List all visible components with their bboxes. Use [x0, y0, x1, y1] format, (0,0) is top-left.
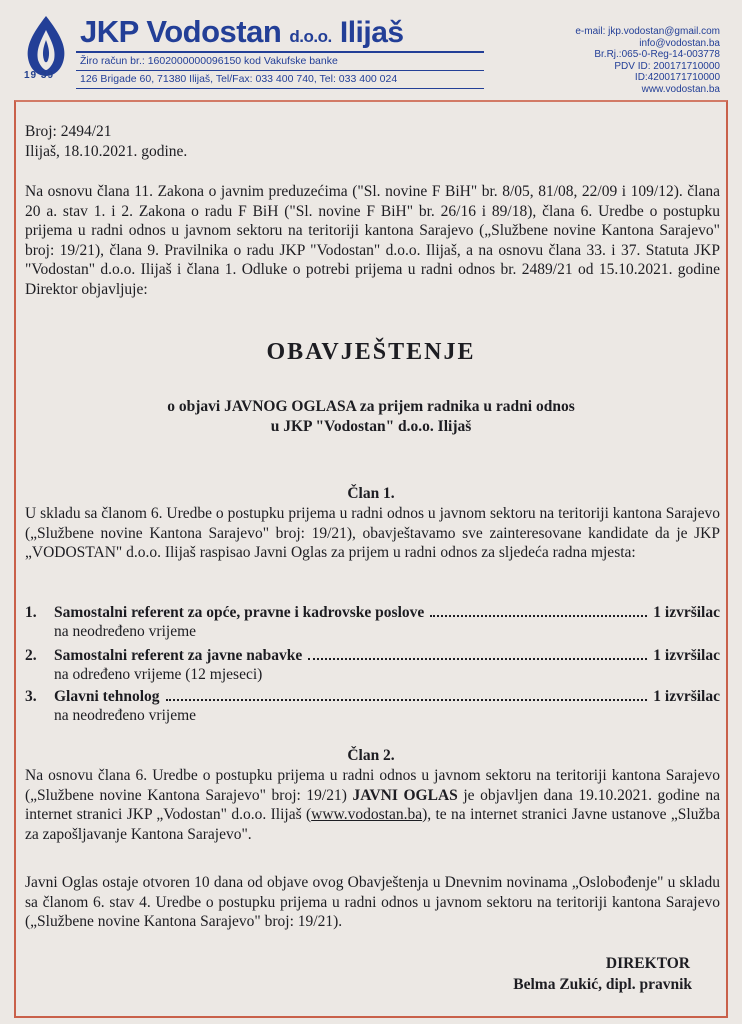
- logo-year: 19 39: [24, 70, 55, 81]
- contact-email: e-mail: jkp.vodostan@gmail.com: [575, 26, 720, 37]
- header-rule-bottom: [76, 88, 484, 89]
- signature-role: DIREKTOR: [605, 955, 690, 972]
- notice-subtitle-1: o objavi JAVNOG OGLASA za prijem radnika u radni odnos: [167, 398, 575, 415]
- position-title: Glavni tehnolog: [54, 688, 160, 705]
- leader-dots: [166, 687, 648, 701]
- closing-paragraph: Javni Oglas ostaje otvoren 10 dana od objave ovog Obavještenja u Dnevnim novinama „Oslobođenje" u skladu sa članom 6. stav 4. Uredbe o postupku prijema u radni odnos u javnom sektoru na teritoriji kantona Sarajevo („Službene novine Kantona Sarajevo" broj: 19/21).: [25, 874, 720, 930]
- signature-name: Belma Zukić, dipl. pravnik: [513, 976, 692, 993]
- notice-subtitle-2: u JKP "Vodostan" d.o.o. Ilijaš: [270, 418, 472, 435]
- position-title: Samostalni referent za opće, pravne i kadrovske poslove: [54, 604, 425, 621]
- contact-info-email: info@vodostan.ba: [639, 37, 720, 49]
- header-rule-mid: [76, 70, 484, 71]
- bank-account-line: Žiro račun br.: 1602000000096150 kod Vakufske banke: [80, 55, 338, 67]
- position-count: 1 izvršilac: [653, 647, 720, 664]
- article-2-text: Na osnovu člana 6. Uredbe o postupku prijema u radni odnos u javnom sektoru na teritoriji kantona Sarajevo („Službene novine Kantona Sarajevo" broj: 19/21) JAVNI OGLAS je objavljen dana 19.10.2021. godine na internet stranici JKP „Vodostan" d.o.o. Ilijaš (www.vodostan.ba), te na internet stranici Javne ustanove „Služba za zapošljavanje Kantona Sarajevo".: [25, 767, 720, 843]
- newspaper-notice: 19 39 JKP Vodostan d.o.o. Ilijaš Žiro račun br.: 1602000000096150 kod Vakufske banke 126 Brigade 60, 71380 Ilijaš, Tel/Fax: 033 400 740, Tel: 033 400 024 e-mail: jkp.vodostan@gmail.com info@vodostan.ba Br.Rj.:065-0-Reg-14-003778 PDV ID: 200171710000 ID:4200171710000 www.vodostan.ba Broj: 2494/21 Ilijaš, 18.10.2021. godine. Na osnovu člana 11. Zakona o javnim preduzećima ("Sl. novine F BiH" br. 8/05, 81/08, 22/09 i 109/12). člana 20 a. stav 1. i 2. Zakona o radu F BiH ("Sl. novine F BiH" br. 26/16 i 89/18), člana 6. Uredbe o postupku prijema u radni odnos u javnom sektoru na teritoriji kantona Sarajevo („Službene novine Kantona Sarajevo" broj: 19/21), člana 9. Pravilnika o radu JKP "Vodostan" d.o.o. Ilijaš, a na osnovu člana 33. i 37. Statuta JKP "Vodostan" d.o.o. Ilijaš i člana 1. Odluke o potrebi prijema u radni odnos br. 2489/21 od 15.10.2021. godine Direktor objavljuje: OBAVJEŠTENJE o objavi JAVNOG OGLASA za prijem radnika u radni odnos u JKP "Vodostan" d.o.o. Ilijaš Član 1. U skladu sa članom 6. Uredbe o postupku prijema u radni odnos u javnom sektoru na teritoriji kantona Sarajevo („Službene novine Kantona Sarajevo" broj: 19/21), obavještavamo sve zainteresovane kandidate da je JKP „VODOSTAN" d.o.o. Ilijaš raspisao Javni Oglas za prijem u radni odnos za sljedeća radna mjesta: 1. Samostalni referent za opće, pravne i kadrovske poslove 1 izvršilac na neodređeno vrijeme 2. Samostalni referent za javne nabavke 1 izvršilac na određeno vrijeme (12 mjeseci) 3. Glavni tehnolog 1 izvršilac na neodređeno vrijeme Član 2. Na osnovu člana 6. Uredbe o postupku prijema u radni odnos u javnom sektoru na teritoriji kantona Sarajevo („Službene novine Kantona Sarajevo" broj: 19/21) JAVNI OGLAS je objavljen dana 19.10.2021. godine na internet stranici JKP „Vodostan" d.o.o. Ilijaš (www.vodostan.ba), te na internet stranici Javne ustanove „Služba za zapošljavanje Kantona Sarajevo". Javni Oglas ostaje otvoren 10 dana od objave ovog Obavještenja u Dnevnim novinama „Oslobođenje" u skladu sa članom 6. stav 4. Uredbe o postupku prijema u radni odnos u javnom sektoru na teritoriji kantona Sarajevo („Službene novine Kantona Sarajevo" broj: 19/21). DIREKTOR Belma Zukić, dipl. pravnik: [0, 0, 742, 1024]
- leader-dots: [430, 603, 647, 617]
- notice-title: OBAVJEŠTENJE: [266, 339, 476, 365]
- article-1-heading: Član 1.: [347, 485, 395, 502]
- position-term: na neodređeno vrijeme: [54, 707, 197, 724]
- place-date: Ilijaš, 18.10.2021. godine.: [25, 143, 188, 160]
- letterhead: [0, 0, 742, 100]
- intro-paragraph: Na osnovu člana 11. Zakona o javnim preduzećima ("Sl. novine F BiH" br. 8/05, 81/08, 22/09 i 109/12). člana 20 a. stav 1. i 2. Zakona o radu F BiH ("Sl. novine F BiH" br. 26/16 i 89/18), člana 6. Uredbe o postupku prijema u radni odnos u javnom sektoru na teritoriji kantona Sarajevo („Službene novine Kantona Sarajevo" broj: 19/21), člana 9. Pravilnika o radu JKP "Vodostan" d.o.o. Ilijaš, a na osnovu člana 33. i 37. Statuta JKP "Vodostan" d.o.o. Ilijaš i člana 1. Odluke o potrebi prijema u radni odnos br. 2489/21 od 15.10.2021. godine Direktor objavljuje:: [25, 183, 720, 298]
- contact-id: ID:4200171710000: [634, 72, 720, 83]
- article-2-heading: Član 2.: [347, 747, 395, 764]
- website-link[interactable]: www.vodostan.ba: [311, 806, 423, 823]
- position-term: na određeno vrijeme (12 mjeseci): [54, 666, 263, 683]
- contact-block: [575, 26, 720, 95]
- article-1-text: U skladu sa članom 6. Uredbe o postupku prijema u radni odnos u javnom sektoru na teritoriji kantona Sarajevo („Službene novine Kantona Sarajevo" broj: 19/21), obavještavamo sve zainteresovane kandidate da je JKP „VODOSTAN" d.o.o. Ilijaš raspisao Javni Oglas za prijem u radni odnos za sljedeća radna mjesta:: [25, 505, 720, 561]
- position-title: Samostalni referent za javne nabavke: [54, 647, 303, 664]
- company-name: JKP Vodostan d.o.o. Ilijaš: [80, 14, 404, 49]
- position-count: 1 izvršilac: [653, 688, 720, 705]
- address-line: 126 Brigade 60, 71380 Ilijaš, Tel/Fax: 033 400 740, Tel: 033 400 024: [80, 73, 398, 85]
- contact-vat-id: PDV ID: 200171710000: [614, 60, 720, 72]
- contact-registration: Br.Rj.:065-0-Reg-14-003778: [594, 49, 720, 60]
- header-rule-top: [76, 51, 484, 53]
- leader-dots: [308, 646, 647, 660]
- contact-website: www.vodostan.ba: [641, 83, 720, 95]
- reference-number: Broj: 2494/21: [25, 123, 112, 140]
- position-term: na neodređeno vrijeme: [54, 623, 197, 640]
- position-count: 1 izvršilac: [653, 604, 720, 621]
